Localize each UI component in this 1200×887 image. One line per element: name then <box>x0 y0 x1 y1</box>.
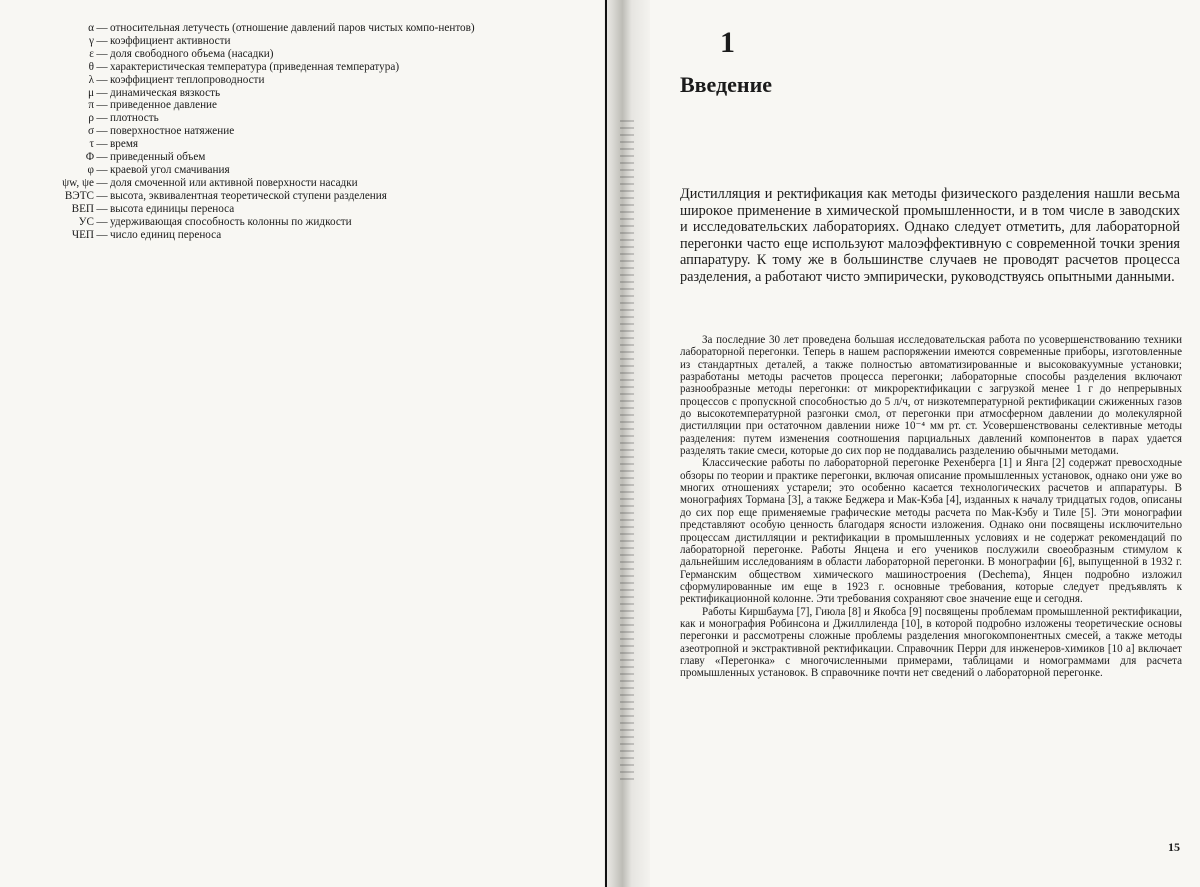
symbol-definition: плотность <box>110 112 159 125</box>
dash: — <box>96 34 108 47</box>
symbol-definition: коэффициент активности <box>110 34 231 47</box>
dash: — <box>96 138 108 151</box>
symbol: ε <box>89 47 94 60</box>
symbol-row <box>40 229 560 242</box>
symbol-row <box>40 48 560 61</box>
symbol-definition: доля свободного объема (насадки) <box>110 47 274 60</box>
dash: — <box>96 202 108 215</box>
symbol-definition: удерживающая способность колонны по жидкости <box>110 215 352 228</box>
dash: — <box>96 47 108 60</box>
gutter-shadow <box>620 120 634 780</box>
symbol-row <box>40 35 560 48</box>
symbol-row <box>40 22 560 35</box>
symbol-row <box>40 203 560 216</box>
dash: — <box>96 189 108 202</box>
symbol-definition: приведенное давление <box>110 99 218 112</box>
symbol-definition: краевой угол смачивания <box>110 163 230 176</box>
body-paragraph: За последние 30 лет проведена большая исследовательская работа по усовершенствованию техники лабораторной перегонки. Теперь в нашем распоряжении имеются современные приборы, изготовленные из стандартных деталей, а также полностью автоматизированные и высоковакуумные установки; разработаны методы расчетов процесса перегонки; лабораторные способы разделения включают разнообразные методы перегонки: от микроректификации с загрузкой менее 1 г до непрерывных процессов с пропускной способностью до 5 л/ч, от низкотемпературной ректификации сжиженных газов до высокотемпературной разгонки смол, от перегонки при атмосферном давлении до молекулярной дистилляции при остаточном давлении ниже 10⁻⁴ мм рт. ст. Усовершенствованы селективные методы разделения: путем изменения соотношения парциальных давлений компонентов в парах удается разделять такие смеси, которые до сих пор не поддавались разделению обычными методами. <box>680 334 1182 458</box>
symbol-definition: характеристическая температура (приведенная температура) <box>110 60 400 73</box>
page-number: 15 <box>1168 840 1180 854</box>
symbol: σ <box>87 125 94 138</box>
symbol-definition: высота единицы переноса <box>110 202 235 215</box>
symbol-definition: поверхностное натяжение <box>110 125 235 138</box>
symbol-row <box>40 87 560 100</box>
chapter-title: Введение <box>680 72 773 97</box>
symbol-definition: динамическая вязкость <box>110 86 221 99</box>
symbol-definition: высота, эквивалентная теоретической ступени разделения <box>110 189 387 202</box>
symbol: φ <box>87 163 94 176</box>
symbol-row <box>40 216 560 229</box>
symbol: μ <box>88 86 94 99</box>
symbol: ЧЕП <box>71 228 94 241</box>
dash: — <box>96 228 108 241</box>
symbol: Φ <box>85 151 94 164</box>
symbol: УС <box>78 215 94 228</box>
body-paragraph: Работы Киршбаума [7], Гиюла [8] и Якобса [9] посвящены проблемам промышленной ректификации, как и монография Робинсона и Джиллиленда [10], в которой подробно изложены теоретические основы перегонки и рассмотрены сложные проблемы разделения многокомпонентных смесей, а также методы азеотропной и экстрактивной ректификации. Справочник Перри для инженеров-химиков [10 а] включает главу «Перегонка» с многочисленными примерами, таблицами и номограммами для расчета промышленных установок. В справочнике почти нет сведений о лабораторной перегонке. <box>680 605 1182 680</box>
dash: — <box>96 60 108 73</box>
dash: — <box>96 112 108 125</box>
symbol: θ <box>88 60 94 73</box>
symbol-row <box>40 61 560 74</box>
body-text <box>680 334 1182 680</box>
symbol-row <box>40 125 560 138</box>
symbol: ρ <box>88 112 94 125</box>
symbol-row <box>40 190 560 203</box>
symbol: γ <box>89 34 94 47</box>
symbol: τ <box>89 138 94 151</box>
symbol-definition: приведенный объем <box>110 151 206 164</box>
dash: — <box>96 215 108 228</box>
dash: — <box>96 163 108 176</box>
dash: — <box>96 22 108 34</box>
symbol-row <box>40 164 560 177</box>
symbol-row <box>40 99 560 112</box>
symbol-row <box>40 112 560 125</box>
symbol-definition: число единиц переноса <box>110 228 222 241</box>
symbol-definition: доля смоченной или активной поверхности насадки <box>110 176 358 189</box>
dash: — <box>96 151 108 164</box>
dash: — <box>96 99 108 112</box>
symbol: ВЭТС <box>64 189 94 202</box>
symbol-row <box>40 151 560 164</box>
symbol-definition: коэффициент теплопроводности <box>110 73 265 86</box>
symbol-row <box>40 74 560 87</box>
page-divider <box>605 0 607 887</box>
lead-paragraph: Дистилляция и ректификация как методы физического разделения нашли весьма широкое применение в химической промышленности, и в том числе в заводских и исследовательских лабораториях. Однако следует отметить, для лабораторной перегонки часто еще используют малоэффективную с современной точки зрения аппаратуру. К тому же в большинстве случаев не проводят расчетов процесса разделения, а работают чисто эмпирически, руководствуясь опытными данными. <box>680 186 1180 285</box>
symbol-definition: время <box>110 138 139 151</box>
symbol: π <box>88 99 94 112</box>
symbol: ψw, ψe <box>62 176 94 189</box>
dash: — <box>96 125 108 138</box>
dash: — <box>96 176 108 189</box>
dash: — <box>96 73 108 86</box>
symbol-row <box>40 138 560 151</box>
symbol-list <box>40 22 560 241</box>
symbol: ВЕП <box>71 202 94 215</box>
symbol-definition: относительная летучесть (отношение давлений паров чистых компо-нентов) <box>110 22 475 34</box>
body-paragraph: Классические работы по лабораторной перегонке Рехенберга [1] и Янга [2] содержат превосходные обзоры по теории и практике перегонки, включая описание промышленных установок, однако они уже во многих отношениях устарели; это особенно касается технологических расчетов и аппаратуры. В монографиях Тормана [3], а также Беджера и Мак-Кэба [4], изданных к началу тридцатых годов, описаны до сих пор еще применяемые графические методы расчета по Мак-Кэбу и Тиле [5]. Эти монографии представляют особую ценность благодаря ясности изложения. Однако они посвящены исключительно процессам дистилляции и ректификации в промышленных условиях и не содержат рекомендаций по лабораторной перегонке. Работы Янцена и его учеников послужили своеобразным стимулом к дальнейшим исследованиям в области лабораторной перегонки. В монографии [6], выпущенной в 1932 г. Германским обществом химического машиностроения (Dechema), Янцен подробно изложил сформулированные им еще в 1923 г. основные требования, которые следует предъявлять к ректификационной колонне. Эти требования сохраняют свое значение еще и сегодня. <box>680 457 1182 606</box>
chapter-number: 1 <box>720 26 735 59</box>
symbol-row <box>40 177 560 190</box>
dash: — <box>96 86 108 99</box>
symbol: λ <box>88 73 94 86</box>
symbol: α <box>88 22 94 34</box>
right-page <box>650 0 1200 887</box>
